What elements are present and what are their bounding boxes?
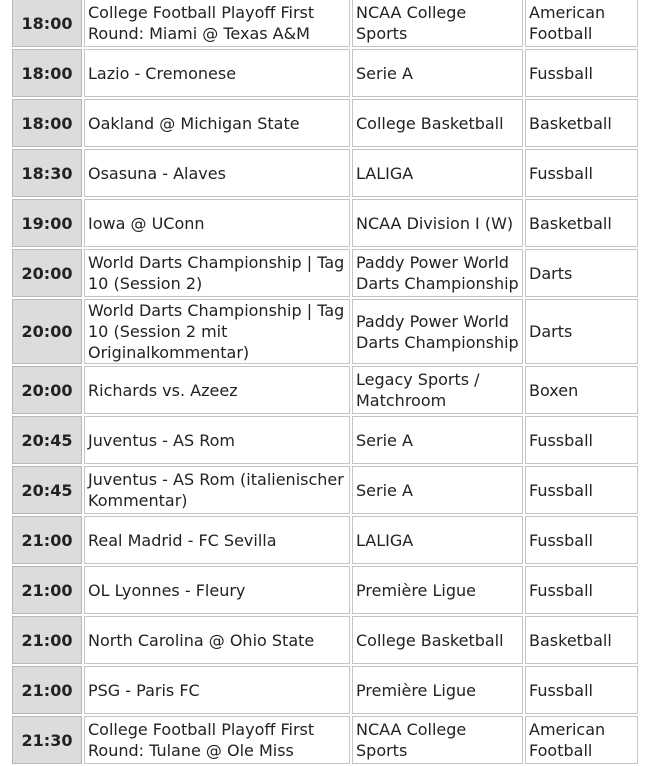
event-cell: OL Lyonnes - Fleury <box>84 566 350 614</box>
league-cell: Serie A <box>352 416 523 464</box>
sport-cell: Boxen <box>525 366 638 414</box>
time-cell: 20:45 <box>12 416 82 464</box>
event-cell: Richards vs. Azeez <box>84 366 350 414</box>
time-cell: 18:00 <box>12 49 82 97</box>
league-cell: NCAA Division I (W) <box>352 199 523 247</box>
table-row <box>12 249 638 297</box>
time-cell: 20:45 <box>12 466 82 514</box>
sport-cell: Basketball <box>525 199 638 247</box>
event-cell: College Football Playoff First Round: Miami @ Texas A&M <box>84 0 350 47</box>
event-cell: PSG - Paris FC <box>84 666 350 714</box>
sport-cell: Basketball <box>525 616 638 664</box>
sport-cell: Fussball <box>525 566 638 614</box>
league-cell: Legacy Sports / Matchroom <box>352 366 523 414</box>
sport-cell: Fussball <box>525 149 638 197</box>
time-cell: 18:00 <box>12 0 82 47</box>
time-cell: 21:00 <box>12 566 82 614</box>
time-cell: 21:30 <box>12 716 82 764</box>
table-row <box>12 366 638 414</box>
event-cell: College Football Playoff First Round: Tulane @ Ole Miss <box>84 716 350 764</box>
time-cell: 21:00 <box>12 616 82 664</box>
table-row <box>12 49 638 97</box>
table-row <box>12 516 638 564</box>
sport-cell: Fussball <box>525 466 638 514</box>
table-row <box>12 466 638 514</box>
time-cell: 20:00 <box>12 249 82 297</box>
time-cell: 20:00 <box>12 366 82 414</box>
sport-cell: Fussball <box>525 516 638 564</box>
table-row <box>12 416 638 464</box>
time-cell: 21:00 <box>12 516 82 564</box>
event-cell: Iowa @ UConn <box>84 199 350 247</box>
event-cell: Oakland @ Michigan State <box>84 99 350 147</box>
sport-cell: American Football <box>525 0 638 47</box>
league-cell: Paddy Power World Darts Championship <box>352 249 523 297</box>
event-cell: Real Madrid - FC Sevilla <box>84 516 350 564</box>
time-cell: 18:30 <box>12 149 82 197</box>
league-cell: NCAA College Sports <box>352 0 523 47</box>
time-cell: 19:00 <box>12 199 82 247</box>
table-row <box>12 149 638 197</box>
table-row <box>12 0 638 47</box>
sport-cell: Darts <box>525 299 638 364</box>
table-row <box>12 616 638 664</box>
event-cell: Lazio - Cremonese <box>84 49 350 97</box>
time-cell: 20:00 <box>12 299 82 364</box>
time-cell: 21:00 <box>12 666 82 714</box>
event-cell: Juventus - AS Rom <box>84 416 350 464</box>
sport-cell: Fussball <box>525 49 638 97</box>
event-cell: Juventus - AS Rom (italienischer Kommentar) <box>84 466 350 514</box>
event-cell: World Darts Championship | Tag 10 (Session 2 mit Originalkommentar) <box>84 299 350 364</box>
league-cell: LALIGA <box>352 149 523 197</box>
league-cell: Serie A <box>352 49 523 97</box>
league-cell: LALIGA <box>352 516 523 564</box>
sport-cell: American Football <box>525 716 638 764</box>
table-row <box>12 99 638 147</box>
league-cell: Première Ligue <box>352 566 523 614</box>
event-cell: World Darts Championship | Tag 10 (Session 2) <box>84 249 350 297</box>
sport-cell: Darts <box>525 249 638 297</box>
table-row <box>12 716 638 764</box>
event-cell: Osasuna - Alaves <box>84 149 350 197</box>
sport-cell: Basketball <box>525 99 638 147</box>
league-cell: College Basketball <box>352 616 523 664</box>
event-cell: North Carolina @ Ohio State <box>84 616 350 664</box>
table-row <box>12 566 638 614</box>
league-cell: Serie A <box>352 466 523 514</box>
table-row <box>12 299 638 364</box>
sport-cell: Fussball <box>525 416 638 464</box>
table-row <box>12 199 638 247</box>
league-cell: NCAA College Sports <box>352 716 523 764</box>
time-cell: 18:00 <box>12 99 82 147</box>
league-cell: Paddy Power World Darts Championship <box>352 299 523 364</box>
schedule-body <box>12 0 638 764</box>
schedule-table <box>10 0 640 766</box>
league-cell: College Basketball <box>352 99 523 147</box>
table-row <box>12 666 638 714</box>
league-cell: Première Ligue <box>352 666 523 714</box>
sport-cell: Fussball <box>525 666 638 714</box>
